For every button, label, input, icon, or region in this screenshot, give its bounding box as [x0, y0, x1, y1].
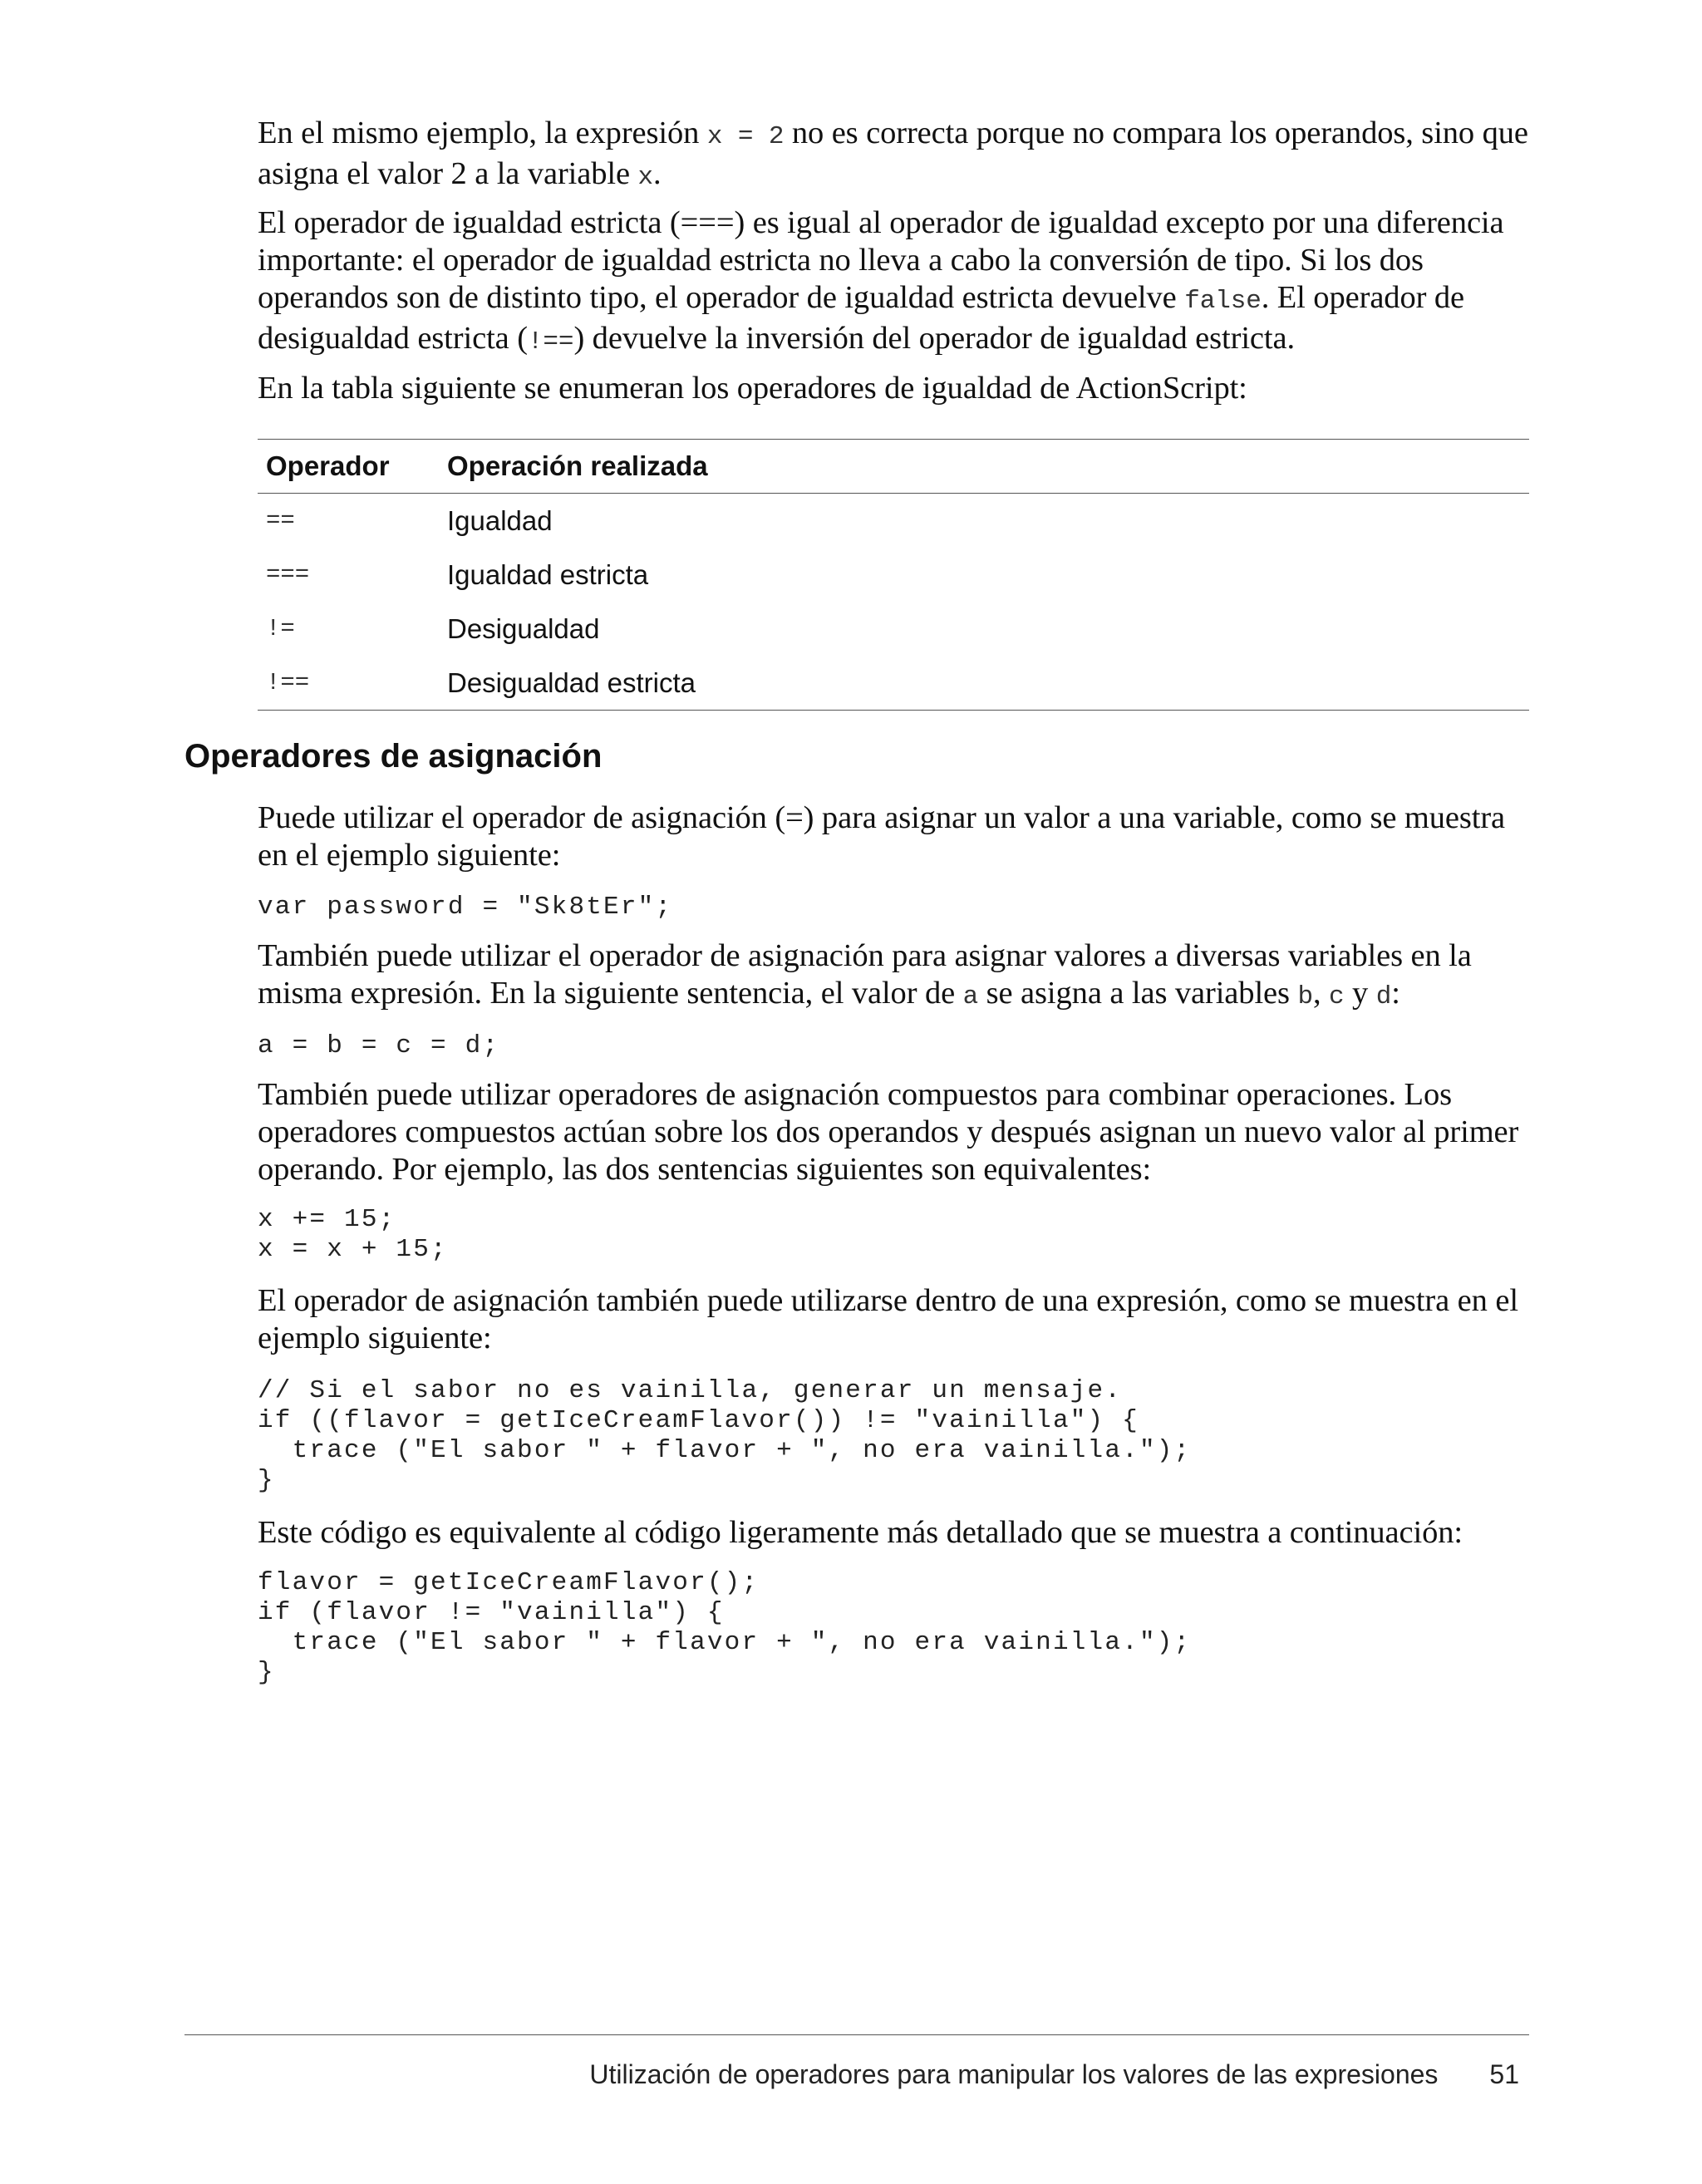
- section-paragraph-3: También puede utilizar operadores de asignación compuestos para combinar operaciones. Los operadores compuestos actúan sobre los dos operandos y después asignan un nuevo valor al primer operando. Por ejemplo, las dos sentencias siguientes son equivalentes:: [258, 1077, 1519, 1187]
- code-block-2-wrap: [258, 1031, 1529, 1061]
- table-cell-operator: !=: [266, 615, 295, 642]
- footer-chapter-title: Utilización de operadores para manipular los valores de las expresiones: [589, 2059, 1439, 2089]
- code-block-1: var password = "Sk8tEr";: [258, 893, 673, 922]
- text-run: En el mismo ejemplo, la expresión: [258, 116, 707, 150]
- text-run: El operador de igualdad estricta (===) es igual al operador de igualdad excepto por una diferencia importante: el operador de igualdad estricta no lleva a cabo la conversión de tipo. Si los dos operandos son de distinto tipo, el operador de igualdad estricta devuelve: [258, 205, 1504, 315]
- code-block-4-wrap: [258, 1376, 1529, 1496]
- intro-paragraph-2: [258, 204, 1529, 361]
- inline-code: c: [1329, 982, 1345, 1011]
- inline-code: x: [637, 163, 654, 192]
- section-paragraph-2: [258, 937, 1529, 1016]
- table-cell-operator: ===: [266, 561, 310, 588]
- code-block-4: // Si el sabor no es vainilla, generar un mensaje. if ((flavor = getIceCreamFlavor()) != "vainilla") { trace ("El sabor " + flavor + ", no era vainilla."); }: [258, 1376, 1192, 1495]
- code-block-3: x += 15; x = x + 15;: [258, 1205, 448, 1264]
- text-run: También puede utilizar el operador de asignación para asignar valores a diversas variables en la misma expresión. En la siguiente sentencia, el valor de: [258, 938, 1472, 1011]
- text-run: y: [1344, 976, 1376, 1011]
- text-run: . El operador de desigualdad estricta (: [258, 280, 1464, 356]
- table-cell-description: Desigualdad estricta: [447, 667, 696, 698]
- table-cell-operator: ==: [266, 507, 295, 534]
- table-cell-description: Igualdad estricta: [447, 558, 649, 590]
- text-run: ,: [1312, 976, 1330, 1011]
- text-run: :: [1391, 976, 1400, 1011]
- inline-code: !==: [527, 327, 574, 357]
- code-block-1-wrap: [258, 893, 1529, 922]
- section-paragraph-2-block: [258, 937, 1529, 1016]
- text-run: no es correcta porque no compara los operandos, sino que asigna el valor 2 a la variable: [258, 116, 1528, 191]
- table-cell-description: Igualdad: [447, 504, 553, 536]
- table-row: [258, 656, 1529, 710]
- section-paragraph-5: Este código es equivalente al código ligeramente más detallado que se muestra a continuación:: [258, 1515, 1463, 1550]
- table-row: [258, 494, 1529, 548]
- code-block-5-wrap: [258, 1568, 1529, 1688]
- intro-paragraph-2-block: [258, 204, 1529, 361]
- section-paragraph-4-block: [258, 1282, 1529, 1357]
- equality-operators-table: [258, 439, 1529, 711]
- code-block-5: flavor = getIceCreamFlavor(); if (flavor != "vainilla") { trace ("El sabor " + flavor + ", no era vainilla."); }: [258, 1568, 1192, 1687]
- section-paragraph-1: Puede utilizar el operador de asignación (=) para asignar un valor a una variable, como se muestra en el ejemplo siguiente:: [258, 800, 1506, 873]
- intro-paragraph-1: [258, 115, 1529, 196]
- table-header-row: [258, 440, 1529, 494]
- page-footer: [589, 2059, 1519, 2090]
- inline-code: x = 2: [706, 122, 785, 151]
- inline-code: d: [1375, 982, 1392, 1011]
- table-header-operator: Operador: [266, 450, 390, 481]
- table-row: [258, 602, 1529, 656]
- text-run: se asigna a las variables: [978, 976, 1298, 1011]
- section-paragraph-5-block: [258, 1514, 1529, 1552]
- inline-code: a: [962, 982, 979, 1011]
- section-paragraph-1-block: [258, 799, 1529, 874]
- table-row: [258, 548, 1529, 602]
- footer-divider: [184, 2034, 1529, 2035]
- section-heading: Operadores de asignación: [184, 738, 603, 775]
- table-cell-operator: !==: [266, 669, 310, 696]
- text-run: ) devuelve la inversión del operador de igualdad estricta.: [573, 321, 1296, 356]
- table-cell-description: Desigualdad: [447, 612, 600, 644]
- intro-paragraph-3: En la tabla siguiente se enumeran los operadores de igualdad de ActionScript:: [258, 371, 1247, 406]
- section-paragraph-4: El operador de asignación también puede utilizarse dentro de una expresión, como se muestra en el ejemplo siguiente:: [258, 1283, 1518, 1355]
- intro-paragraph-1-block: [258, 115, 1529, 196]
- code-block-3-wrap: [258, 1205, 1529, 1265]
- table-header-operation: Operación realizada: [447, 450, 708, 481]
- code-block-2: a = b = c = d;: [258, 1031, 500, 1060]
- page-number: 51: [1489, 2059, 1519, 2089]
- intro-paragraph-3-block: [258, 370, 1529, 407]
- inline-code: b: [1297, 982, 1313, 1011]
- inline-code: false: [1184, 287, 1262, 316]
- text-run: .: [653, 156, 662, 191]
- section-paragraph-3-block: [258, 1076, 1529, 1188]
